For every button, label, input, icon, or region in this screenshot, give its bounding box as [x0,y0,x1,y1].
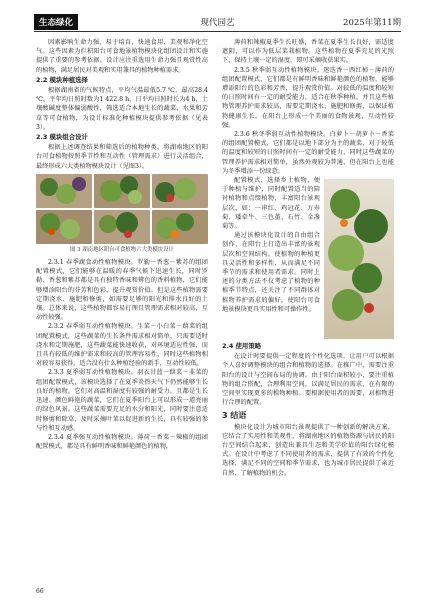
section-tag: 生态绿化 [34,14,78,30]
right-column [222,38,394,478]
balcony-photo [324,179,394,339]
page-header [34,12,401,32]
paragraph: 模块化设计为城市阳台景观提供了一种创新的解决方案，它结合了实用性和美观性，将湖南地区的植物资源与居民的阳台空间结合起来，创造出兼具生态和美学价值的阳台绿化模式。在设计中考虑了不同使用者的需求，提供了有效的个性化选择，满足不同的空间和季节需求，也为城市居民提供了亲近自然、了解植物的机会。 [222,423,394,477]
page-number: 66 [36,588,44,595]
section-heading: 2.4 使用策略 [222,342,262,351]
module-image [152,210,208,244]
module-design-figure [36,174,208,244]
paragraph: 2.3.3 夏季弱互动性植物模块。羽衣甘蓝－蕻菜－韭菜的组团配置模式，该模块选择了在夏季炎热天气下仍然能够生长良好的植物，它们对高温和湿度有较强的耐受力。且都是生长迅速、颜色鲜艳的蔬菜，它们在夏季阳台上可以形成一道亮丽的绿色风景。这些蔬菜需要充足的水分和阳光，同时要注意适时修剪和除草，及时采摘叶菜以促进新的生长，具有较强的参与性和互动感。 [36,369,208,432]
left-column [36,38,208,451]
paragraph: 通过该模块化设计的自由组合创作，在阳台上打造出丰富的景观层次和空间结构。使植物的种植更具灵活性和多样性，从而满足不同季节的需求和使用者需求。同时上述的分类方法不仅考虑了植物的种植季节特点，还关注了不同群体对植物养护需求的偏好，使阳台可食地景模块更具实用性和可操作性。 [222,232,320,313]
conclusion-heading: 3 结语 [222,411,247,421]
module-image [94,210,150,244]
paragraph: 2.3.4 夏季强互动性植物模块。薄荷－香菜－辣椒的组团配置模式，都是具有鲜明香味和鲜艳颜色的植物， [36,433,208,451]
paragraph: 根据上述调查结果和筛选后的植物种类，将湖南地区的阳台可食植物按照季节性和互动性（管理需求）进行灵活组合，最终形成六大类植物模块设计（见图3）。 [36,144,208,170]
module-image [152,174,208,208]
module-image [94,174,150,208]
paragraph: 在设计时要提供一定程度的个性化选项，让用户可以根据个人喜好调整模块的组合和植物的选择。在推广中，需要注重阳台的设计与空间布局的协调。由于阳台面积较小，要注重植物的组合搭配，合理利用空间，以满足居民的需求，在有限的空间里实现更多的植物种植。要根据使用者的需要，对植物进行合理的配置。 [222,353,394,407]
paragraph: 2.3.1 春季蔬食动性植物模块。罗勒－香葱－紫苏的组团配置模式，它们能够在温暖的春季气候下迅速生长，同时罗勒、香葱和紫苏都是具有独特香味和辨色的香料植物，它们能够增添阳台的芬芳和色彩，提升观赏价值。但是这些植物需要定期浇水、施肥和修剪，如需要足够的阳光和排水良好的土壤。总体来说，这些植物都容易打理且管理需求相对较高，互动性较强。 [36,259,208,322]
figure-caption: 图 3 湖南地区阳台可食植物六大类模块设计 [70,246,174,253]
section-heading: 2.3 模块组合设计 [36,133,88,142]
magazine-title: 现代园艺 [200,18,235,28]
paragraph: 配置模式，选择乡土植物，便于种植与维护，同时配置适当的陪衬植物和点缀植物，丰富阳台景观层次，如：一串红、鸡冠花、万寿菊、矮牵牛、三色堇、石竹、金盏菊等。 [222,177,320,231]
issue-number: 2025年第11期 [343,18,401,28]
module-image [36,174,92,208]
paragraph: 2.3.6 秋冬季弱互动性植物模块。白萝卜－胡萝卜－香菜的组团配置模式，它们都是以地下部分为主的蔬菜，对于较低的温度和较短的日照时间有一定的耐受能力，同时这些蔬菜的管理养护需求相对简单，虽然外观较为普通，但在阳台上也能为冬季增添一份绿意。 [222,131,394,175]
paragraph: 2.3.2 春季弱互动性植物模块。生菜－小白菜－蕻菜的组团配置模式，这些蔬菜的生长条件需求相对简单，只需要适时浇水和定期施肥，这些蔬菜能快速收获，对环境适应性强，而且具有较低的维护需求和较高的管理容易性，同时这些植物相对较容易获得，适合没有什么种植经验的新手，互动性较低。 [36,323,208,368]
header-rule [34,31,401,32]
module-image [36,210,92,244]
paragraph: 根据湖南省的气候特点，平均气温最低5.7 ℃，最高28.4 ℃，平年均日照时数为1 422.8 h，日平均日照时长为4 h，土壤酸碱度整体偏弱酸性，筛选适合本地生长的蔬菜、水果和芳草等可食植物，为设计标准化种植模块提供参考依据（见表3）。 [36,87,208,131]
paragraph: 2.3.5 秋季弱互动性植物模块。迷迭香－西红柿－薄荷的组团配置模式，它们都是有鲜明香味和鲜艳颜色的植物，能够增添阳台的色彩和芳香，提升观赏价值。对较低的温度和较短的日照时间有一定的耐受能力，适合在秋季种植。并且这些植物管理养护需求较高，需要定期浇水、施肥和修剪，以保证植物健康生长。在阳台上形成一个美丽的食物景观，互动性较强。 [222,66,394,129]
paragraph: 因素影响生命力强，易于培育、快速食用、美观和净化空气。这些因素为拦积阳台可食地景植物模块化组团设计和实施提供了重要的参考依据。设计应注重选用生命力强且观赏性高的植物，满足居民对美观和实用兼具的植物种植需求。 [36,39,208,74]
paragraph: 薄荷和辣椒夏季生长旺盛，香菜在夏季生长良好，需适度遮阴，可以作为低层菜栽植物。这些植物在夏季充足的光照下，保持土壤一定的湿度，即可采摘收获果实。 [222,39,394,65]
section-heading: 2.2 模块种植选择 [36,75,88,84]
